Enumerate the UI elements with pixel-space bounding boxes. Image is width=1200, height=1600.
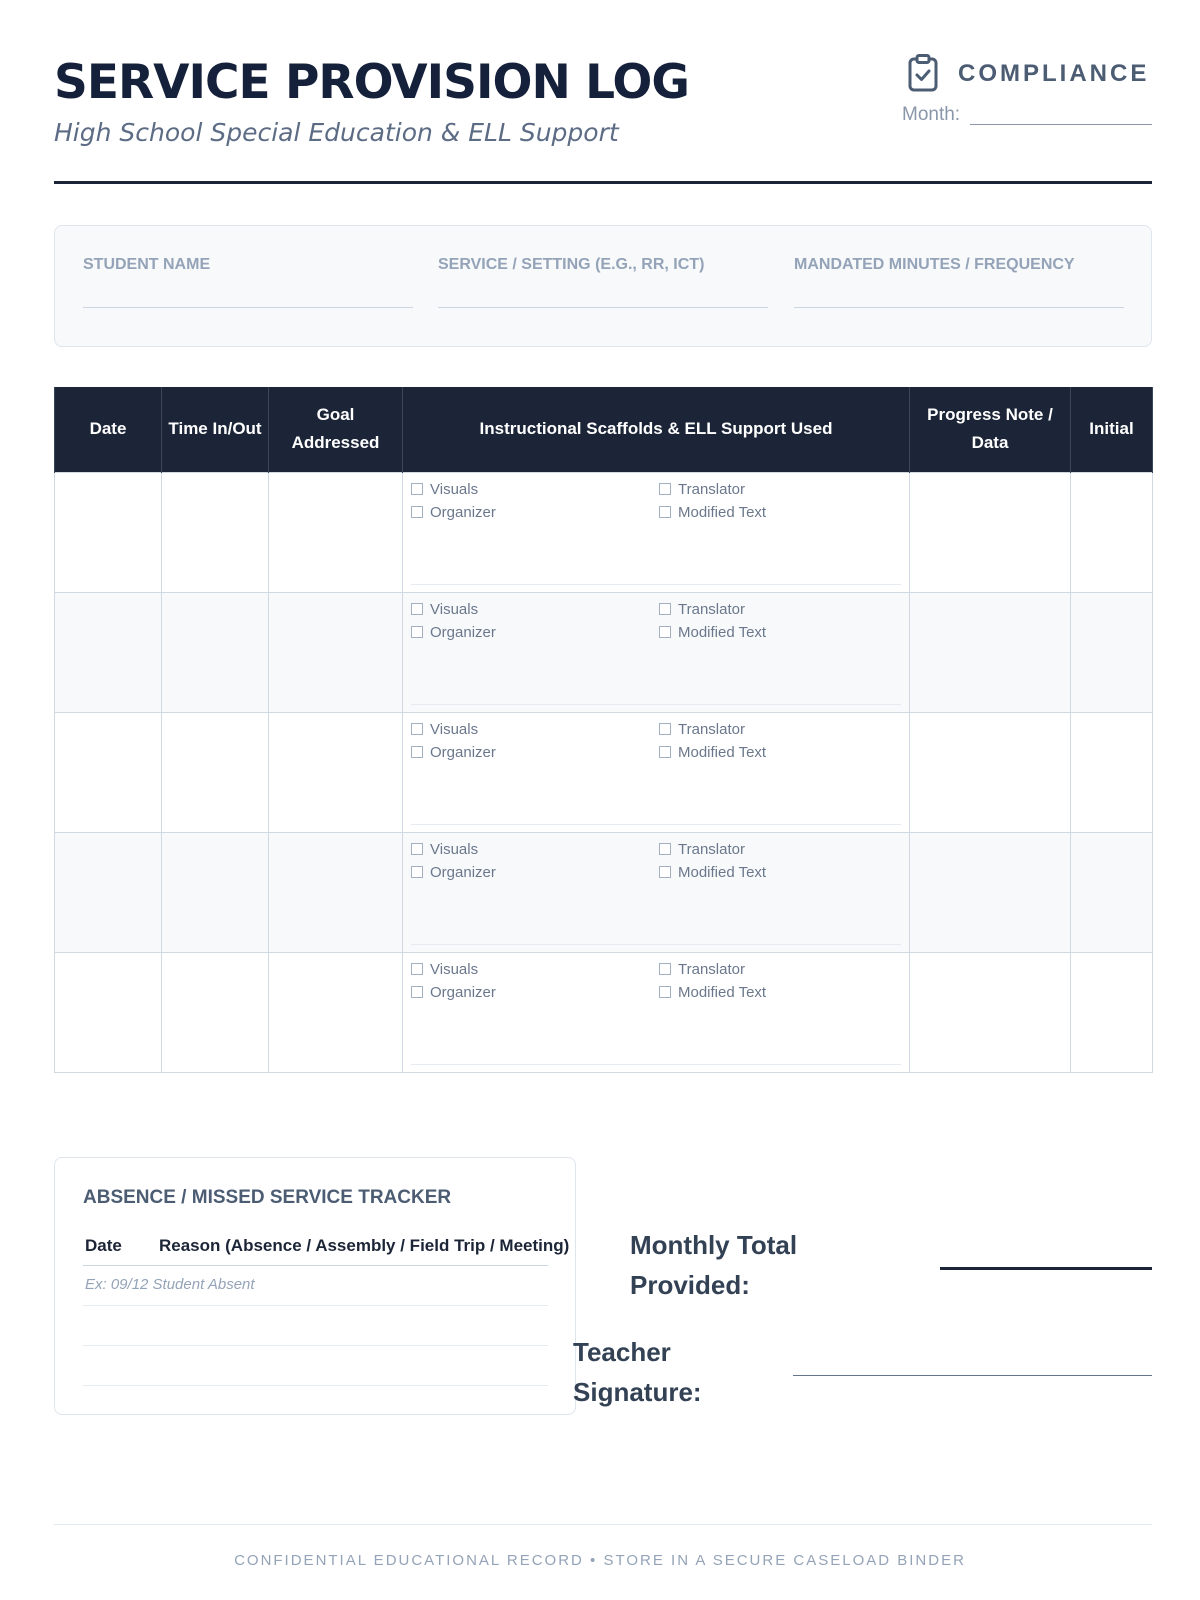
checkbox-square-icon[interactable] (659, 986, 671, 998)
time-cell[interactable] (162, 832, 269, 952)
compliance-label: COMPLIANCE (958, 60, 1150, 87)
checkbox-translator[interactable] (659, 841, 745, 858)
teacher-signature-label: Teacher Signature: (573, 1337, 702, 1407)
scaffold-options (403, 713, 909, 832)
header (54, 54, 1152, 184)
initial-cell[interactable] (1071, 952, 1153, 1072)
page-title: SERVICE PROVISION LOG (54, 55, 689, 110)
checkbox-label: Modified Text (678, 623, 767, 641)
table-header-row (55, 387, 1153, 472)
table-row (55, 592, 1153, 712)
student-name-input-line[interactable] (83, 307, 413, 308)
checkbox-square-icon[interactable] (411, 843, 423, 855)
column-header-scaffolds: Instructional Scaffolds & ELL Support Used (403, 387, 910, 472)
compliance-block (902, 54, 1152, 124)
checkbox-square-icon[interactable] (659, 963, 671, 975)
checkbox-label: Translator (678, 600, 745, 618)
clipboard-check-icon (907, 54, 939, 92)
table-body (55, 472, 1153, 1072)
absence-tracker (54, 1157, 576, 1415)
initial-cell[interactable] (1071, 592, 1153, 712)
checkbox-square-icon[interactable] (411, 986, 423, 998)
date-cell[interactable] (55, 952, 162, 1072)
checkbox-visuals[interactable] (411, 721, 478, 738)
checkbox-translator[interactable] (659, 481, 745, 498)
checkbox-organizer[interactable] (411, 984, 496, 1001)
student-info-panel (54, 225, 1152, 347)
checkbox-modified-text[interactable] (659, 744, 766, 761)
checkbox-modified-text[interactable] (659, 984, 766, 1001)
checkbox-modified-text[interactable] (659, 864, 766, 881)
scaffold-notes-line[interactable] (411, 824, 901, 825)
checkbox-square-icon[interactable] (659, 723, 671, 735)
absence-example-text: Ex: 09/12 Student Absent (85, 1276, 255, 1293)
checkbox-visuals[interactable] (411, 601, 478, 618)
column-header-progress: Progress Note / Data (910, 387, 1071, 472)
checkbox-label: Visuals (430, 960, 479, 978)
scaffold-notes-line[interactable] (411, 944, 901, 945)
service-setting-field[interactable] (438, 256, 768, 308)
progress-note-cell[interactable] (910, 832, 1071, 952)
checkbox-label: Modified Text (678, 743, 767, 761)
table-row (55, 832, 1153, 952)
absence-row[interactable] (83, 1266, 548, 1306)
student-name-label: STUDENT NAME (83, 256, 211, 273)
scaffolds-cell[interactable] (403, 832, 910, 952)
checkbox-label: Translator (678, 480, 745, 498)
checkbox-label: Visuals (430, 840, 479, 858)
mandated-minutes-label: MANDATED MINUTES / FREQUENCY (794, 256, 1075, 273)
absence-row[interactable] (83, 1346, 548, 1386)
time-cell[interactable] (162, 712, 269, 832)
column-header-date: Date (55, 387, 162, 472)
checkbox-label: Organizer (430, 983, 496, 1001)
time-cell[interactable] (162, 952, 269, 1072)
scaffolds-cell[interactable] (403, 712, 910, 832)
checkbox-modified-text[interactable] (659, 504, 766, 521)
checkbox-organizer[interactable] (411, 504, 496, 521)
checkbox-organizer[interactable] (411, 864, 496, 881)
checkbox-label: Translator (678, 960, 745, 978)
initial-cell[interactable] (1071, 472, 1153, 592)
scaffold-options (403, 593, 909, 712)
checkbox-square-icon[interactable] (659, 506, 671, 518)
column-header-goal: Goal Addressed (269, 387, 403, 472)
checkbox-translator[interactable] (659, 721, 745, 738)
goal-cell[interactable] (269, 952, 403, 1072)
mandated-minutes-field[interactable] (794, 256, 1124, 308)
scaffolds-cell[interactable] (403, 592, 910, 712)
progress-note-cell[interactable] (910, 472, 1071, 592)
checkbox-square-icon[interactable] (659, 603, 671, 615)
checkbox-label: Organizer (430, 503, 496, 521)
checkbox-label: Organizer (430, 743, 496, 761)
mandated-minutes-input-line[interactable] (794, 307, 1124, 308)
checkbox-square-icon[interactable] (411, 963, 423, 975)
checkbox-square-icon[interactable] (659, 746, 671, 758)
initial-cell[interactable] (1071, 832, 1153, 952)
checkbox-square-icon[interactable] (411, 506, 423, 518)
progress-note-cell[interactable] (910, 952, 1071, 1072)
checkbox-visuals[interactable] (411, 961, 478, 978)
scaffold-options (403, 953, 909, 1072)
month-input-line[interactable] (970, 124, 1152, 125)
checkbox-square-icon[interactable] (659, 866, 671, 878)
absence-reason-header: Reason (Absence / Assembly / Field Trip / Meeting) (159, 1236, 570, 1255)
service-log-table (54, 387, 1153, 1073)
scaffold-options (403, 473, 909, 592)
checkbox-visuals[interactable] (411, 841, 478, 858)
checkbox-square-icon[interactable] (411, 723, 423, 735)
progress-note-cell[interactable] (910, 712, 1071, 832)
checkbox-label: Modified Text (678, 503, 767, 521)
goal-cell[interactable] (269, 592, 403, 712)
table-row (55, 472, 1153, 592)
absence-date-header: Date (85, 1236, 122, 1255)
checkbox-square-icon[interactable] (411, 483, 423, 495)
goal-cell[interactable] (269, 832, 403, 952)
service-setting-label: SERVICE / SETTING (E.G., RR, ICT) (438, 256, 705, 273)
scaffolds-cell[interactable] (403, 472, 910, 592)
checkbox-translator[interactable] (659, 601, 745, 618)
checkbox-label: Visuals (430, 480, 479, 498)
checkbox-label: Translator (678, 720, 745, 738)
teacher-signature-line[interactable] (793, 1375, 1152, 1376)
column-header-time: Time In/Out (162, 387, 269, 472)
checkbox-label: Visuals (430, 600, 479, 618)
table-row (55, 712, 1153, 832)
monthly-total-input-line[interactable] (940, 1267, 1152, 1270)
checkbox-square-icon[interactable] (659, 483, 671, 495)
initial-cell[interactable] (1071, 712, 1153, 832)
checkbox-translator[interactable] (659, 961, 745, 978)
checkbox-square-icon[interactable] (411, 746, 423, 758)
scaffold-notes-line[interactable] (411, 1064, 901, 1065)
service-setting-input-line[interactable] (438, 307, 768, 308)
goal-cell[interactable] (269, 712, 403, 832)
checkbox-label: Modified Text (678, 863, 767, 881)
absence-table-header (83, 1236, 570, 1266)
checkbox-organizer[interactable] (411, 624, 496, 641)
time-cell[interactable] (162, 592, 269, 712)
scaffold-notes-line[interactable] (411, 584, 901, 585)
date-cell[interactable] (55, 712, 162, 832)
checkbox-label: Visuals (430, 720, 479, 738)
checkbox-square-icon[interactable] (411, 603, 423, 615)
absence-tracker-title: ABSENCE / MISSED SERVICE TRACKER (83, 1187, 452, 1208)
progress-note-cell[interactable] (910, 592, 1071, 712)
checkbox-label: Modified Text (678, 983, 767, 1001)
checkbox-label: Organizer (430, 863, 496, 881)
month-label: Month: (902, 104, 961, 125)
checkbox-modified-text[interactable] (659, 624, 766, 641)
checkbox-label: Organizer (430, 623, 496, 641)
footer-divider (54, 1524, 1152, 1525)
checkbox-square-icon[interactable] (411, 626, 423, 638)
monthly-total-label: Monthly Total Provided: (630, 1230, 798, 1300)
checkbox-square-icon[interactable] (411, 866, 423, 878)
scaffold-notes-line[interactable] (411, 704, 901, 705)
scaffolds-cell[interactable] (403, 952, 910, 1072)
goal-cell[interactable] (269, 472, 403, 592)
checkbox-visuals[interactable] (411, 481, 478, 498)
student-name-field[interactable] (83, 256, 413, 308)
table-row (55, 952, 1153, 1072)
date-cell[interactable] (55, 472, 162, 592)
month-field[interactable] (902, 104, 1152, 130)
scaffold-options (403, 833, 909, 952)
checkbox-label: Translator (678, 840, 745, 858)
checkbox-organizer[interactable] (411, 744, 496, 761)
footer-note: CONFIDENTIAL EDUCATIONAL RECORD • STORE IN A SECURE CASELOAD BINDER (234, 1552, 966, 1569)
checkbox-square-icon[interactable] (659, 626, 671, 638)
date-cell[interactable] (55, 592, 162, 712)
date-cell[interactable] (55, 832, 162, 952)
absence-row[interactable] (83, 1306, 548, 1346)
time-cell[interactable] (162, 472, 269, 592)
checkbox-square-icon[interactable] (659, 843, 671, 855)
column-header-initial: Initial (1071, 387, 1153, 472)
page-subtitle: High School Special Education & ELL Support (54, 118, 619, 147)
